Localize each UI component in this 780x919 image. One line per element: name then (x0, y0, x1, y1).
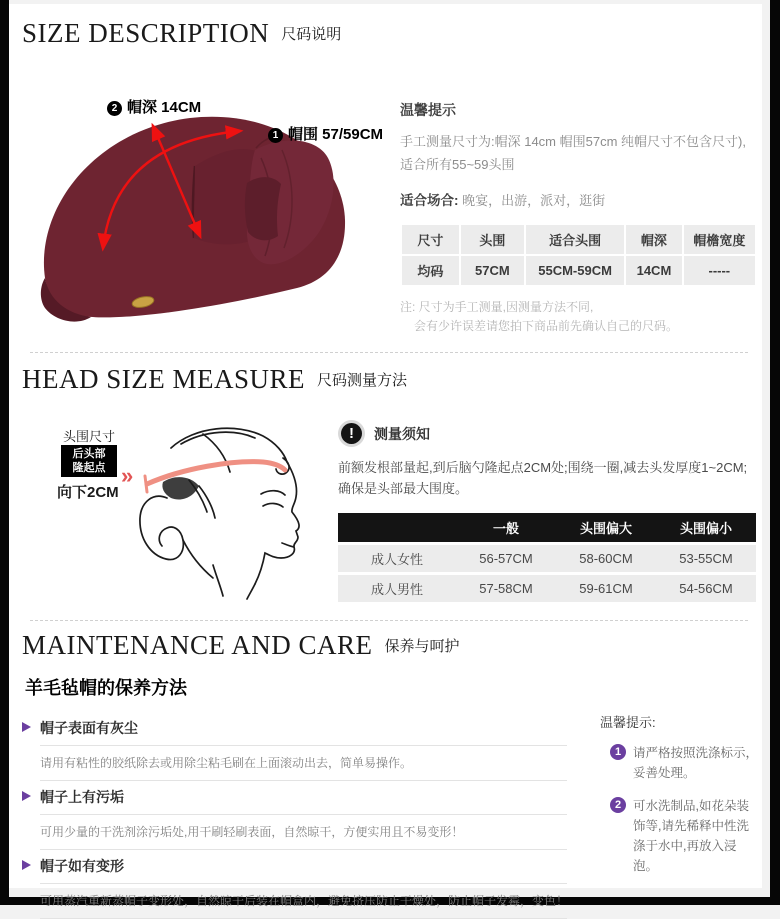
head-size-label: 头围尺寸 (63, 429, 116, 444)
head-size-table-cell: 58-60CM (556, 545, 656, 572)
head-sketch-illustration (133, 420, 308, 605)
size-footnote (400, 298, 758, 336)
left-border-bar (0, 0, 9, 905)
notice-title: 测量须知 (374, 425, 430, 442)
circled-2-icon: 2 (610, 797, 626, 813)
size-table-cell: 55CM-59CM (526, 256, 624, 285)
triangle-bullet-icon (22, 722, 31, 732)
head-size-table-header: 头围偏大 (556, 513, 656, 542)
head-size-table-cell: 成人男性 (338, 575, 456, 602)
size-table-row (402, 256, 755, 285)
size-table-header: 尺寸 (402, 225, 459, 254)
head-size-table-cell: 59-61CM (556, 575, 656, 602)
circled-1-icon: 1 (610, 744, 626, 760)
care-title-en: MAINTENANCE AND CARE (22, 630, 373, 660)
hat-circumference-text: 帽围 57/59CM (288, 126, 384, 143)
head-size-table-cell: 56-57CM (456, 545, 556, 572)
head-size-table-header: 头围偏小 (656, 513, 756, 542)
head-size-table-header: 一般 (456, 513, 556, 542)
circled-1-icon: 1 (268, 128, 283, 143)
care-tip-text: 可水洗制品,如花朵装饰等,请先稀释中性洗涤于水中,再放入浸泡。 (633, 799, 749, 873)
care-tip (600, 796, 760, 876)
measure-title-en: HEAD SIZE MEASURE (22, 364, 305, 394)
size-title-en: SIZE DESCRIPTION (22, 18, 270, 48)
section-divider (30, 352, 748, 353)
footnote-line2: 会有少许误差请您拍下商品前先确认自己的尺码。 (414, 319, 679, 333)
measure-notice-column (338, 420, 758, 605)
triangle-bullet-icon (22, 791, 31, 801)
size-table-header: 头围 (461, 225, 524, 254)
size-table-cell: 57CM (461, 256, 524, 285)
measure-title-cn: 尺码测量方法 (317, 372, 408, 389)
size-table-cell: 均码 (402, 256, 459, 285)
measurement-note-text: 手工测量尺寸为:帽深 14cm 帽围57cm 纯帽尺寸不包含尺寸),适合所有55~59头围 (400, 134, 746, 172)
care-item-desc: 可用少量的干洗剂涂污垢处,用干刷轻刷表面，自然晾干，方便实用且不易变形！ (40, 815, 567, 850)
size-table-header: 适合头围 (526, 225, 624, 254)
warm-tips-heading: 温馨提示 (400, 102, 456, 118)
head-size-table-header (338, 513, 456, 542)
occiput-point-label: 后头部 隆起点 (61, 445, 117, 477)
hat-circumference-label (268, 123, 383, 144)
care-tip (600, 743, 760, 783)
care-instruction-list (22, 712, 567, 919)
care-item-title: 帽子如有变形 (40, 850, 567, 884)
head-size-table-row (338, 575, 756, 602)
care-tips-heading: 温馨提示: (600, 715, 656, 730)
size-info-column (400, 100, 758, 336)
size-table-cell: 14CM (626, 256, 681, 285)
size-table-header: 帽檐宽度 (684, 225, 755, 254)
head-size-table-cell: 57-58CM (456, 575, 556, 602)
hat-figure (25, 88, 385, 338)
section-divider (30, 620, 748, 621)
care-item-desc: 可用蒸汽重新蒸帽子变形处，自然晾干后装在帽盒内，避免挤压防止干燥处，防止帽子发霉，变色！ (40, 884, 567, 919)
care-item (22, 781, 567, 850)
size-table-header: 帽深 (626, 225, 681, 254)
circled-2-icon: 2 (107, 101, 122, 116)
head-size-table-cell: 53-55CM (656, 545, 756, 572)
care-item-title: 帽子上有污垢 (40, 781, 567, 815)
head-size-table-header-row (338, 513, 756, 542)
footnote-line1: 注: 尺寸为手工测量,因测量方法不同, (400, 300, 594, 314)
hat-depth-text: 帽深 14CM (127, 99, 202, 116)
size-table (400, 223, 757, 287)
triangle-bullet-icon (22, 860, 31, 870)
care-tip-text: 请严格按照洗涤标示，妥善处理。 (633, 746, 759, 780)
head-measure-diagram (55, 420, 335, 615)
occasion-line (400, 189, 758, 209)
care-item-title: 帽子表面有灰尘 (40, 712, 567, 746)
head-size-table (338, 510, 756, 605)
right-border-bar (770, 0, 780, 905)
care-title-cn: 保养与呵护 (384, 638, 460, 655)
notice-text: 前额发根部量起,到后脑勺隆起点2CM处;围绕一圈,减去头发厚度1~2CM;确保是头部最大围度。 (338, 460, 748, 496)
size-table-header-row (402, 225, 755, 254)
measure-section-title (22, 364, 407, 395)
exclamation-icon: ! (341, 423, 362, 444)
occasion-label: 适合场合: (400, 193, 459, 208)
care-item (22, 712, 567, 781)
care-item (22, 850, 567, 919)
down-2cm-label: 向下2CM (57, 484, 119, 501)
care-subtitle: 羊毛毡帽的保养方法 (25, 678, 187, 698)
care-item-desc: 请用有粘性的胶纸除去或用除尘粘毛刷在上面滚动出去，简单易操作。 (40, 746, 567, 781)
size-title-cn: 尺码说明 (281, 26, 342, 43)
size-table-cell: ----- (684, 256, 755, 285)
chevrons-right-icon: » (121, 463, 134, 488)
care-tips-column (600, 712, 760, 889)
notice-heading (338, 420, 758, 447)
head-size-table-row (338, 545, 756, 572)
care-section-title (22, 630, 460, 661)
hat-depth-label (107, 96, 201, 117)
head-size-table-cell: 54-56CM (656, 575, 756, 602)
occasion-text: 晚宴，出游，派对，逛街 (462, 193, 606, 208)
head-size-table-cell: 成人女性 (338, 545, 456, 572)
size-section-title (22, 18, 341, 49)
